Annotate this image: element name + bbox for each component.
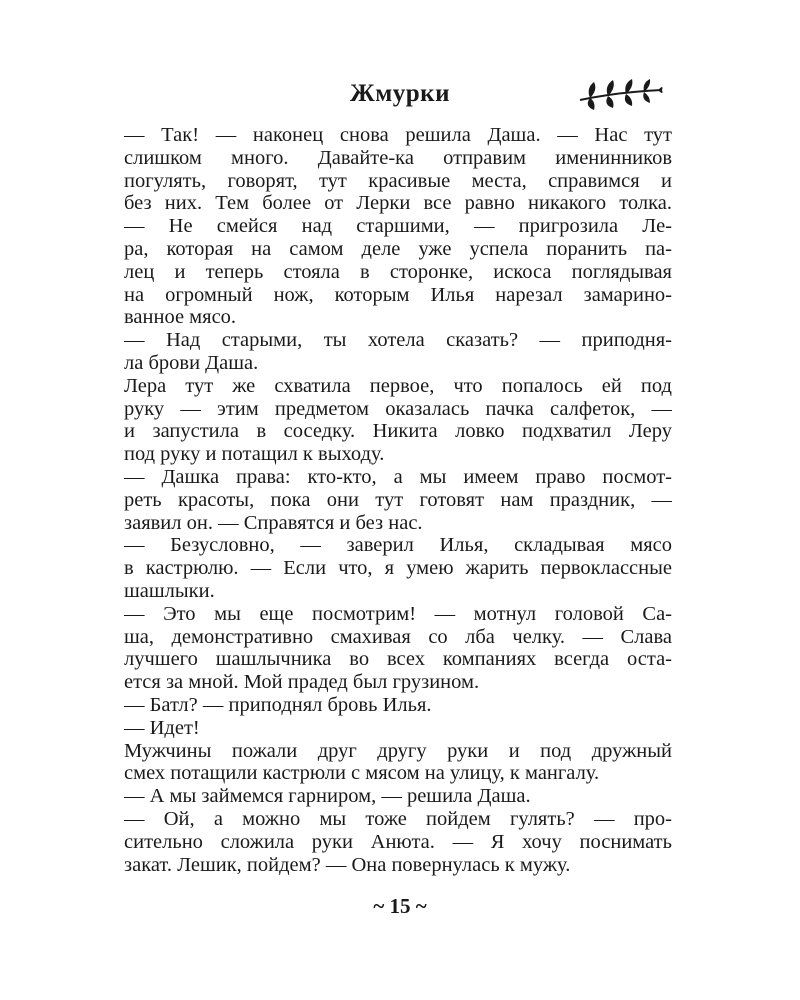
text-line: — Ой, а можно мы тоже пойдем гулять? — про- <box>124 807 672 830</box>
page-number: ~ 15 ~ <box>373 894 427 918</box>
text-line: ла брови Даша. <box>124 351 259 374</box>
text-line: ра, которая на самом деле уже успела поранить па- <box>124 237 672 260</box>
text-line: — Так! — наконец снова решила Даша. — Нас тут <box>124 124 672 146</box>
text-line: — Дашка права: кто-кто, а мы имеем право посмот- <box>124 465 672 488</box>
text-line: заявил он. — Справятся и без нас. <box>124 511 423 534</box>
text-line: — Это мы еще посмотрим! — мотнул головой Са- <box>124 602 672 625</box>
text-line: — Над старыми, ты хотела сказать? — приподня- <box>124 329 672 352</box>
text-line: и запустила в соседку. Никита ловко подхватил Леру <box>124 420 672 443</box>
text-line: — А мы займемся гарниром, — решила Даша. <box>124 785 531 808</box>
leaf-branch-icon <box>578 76 664 112</box>
text-line: реть красоты, пока они тут готовят нам праздник, — <box>124 488 672 511</box>
text-line: погулять, говорят, тут красивые места, справимся и <box>124 169 672 192</box>
text-line: ша, демонстративно смахивая со лба челку. — Слава <box>124 625 672 648</box>
text-line: — Не смейся над старшими, — пригрозила Ле- <box>124 215 672 238</box>
text-line: смех потащили кастрюли с мясом на улицу, к мангалу. <box>124 762 600 785</box>
page-header <box>0 76 800 116</box>
text-line: закат. Лешик, пойдем? — Она повернулась к мужу. <box>124 853 571 876</box>
text-line: Лера тут же схватила первое, что попалось ей под <box>124 374 672 397</box>
running-title: Жмурки <box>350 80 450 107</box>
text-line: Мужчины пожали друг другу руки и под дружный <box>124 739 672 762</box>
text-line: ется за мной. Мой прадед был грузином. <box>124 671 480 694</box>
text-line: — Безусловно, — заверил Илья, складывая мясо <box>124 534 672 557</box>
text-line: ванное мясо. <box>124 306 237 329</box>
text-line: без них. Тем более от Лерки все равно никакого толка. <box>124 192 672 215</box>
text-line: на огромный нож, которым Илья нарезал замарино- <box>124 283 672 306</box>
text-line: в кастрюлю. — Если что, я умею жарить первоклассные <box>124 557 672 580</box>
text-line: под руку и потащил к выходу. <box>124 443 385 466</box>
text-line: шашлыки. <box>124 579 215 602</box>
page-body-text <box>124 124 672 876</box>
text-line: слишком много. Давайте-ка отправим именинников <box>124 146 672 169</box>
text-line: — Батл? — приподнял бровь Илья. <box>124 693 432 716</box>
text-line: руку — этим предметом оказалась пачка салфеток, — <box>124 397 672 420</box>
text-line: лучшего шашлычника во всех компаниях всегда оста- <box>124 648 672 671</box>
text-line: лец и теперь стояла в сторонке, искоса поглядывая <box>124 260 672 283</box>
text-line: сительно сложила руки Анюта. — Я хочу поснимать <box>124 830 672 853</box>
text-line: — Идет! <box>124 716 200 739</box>
